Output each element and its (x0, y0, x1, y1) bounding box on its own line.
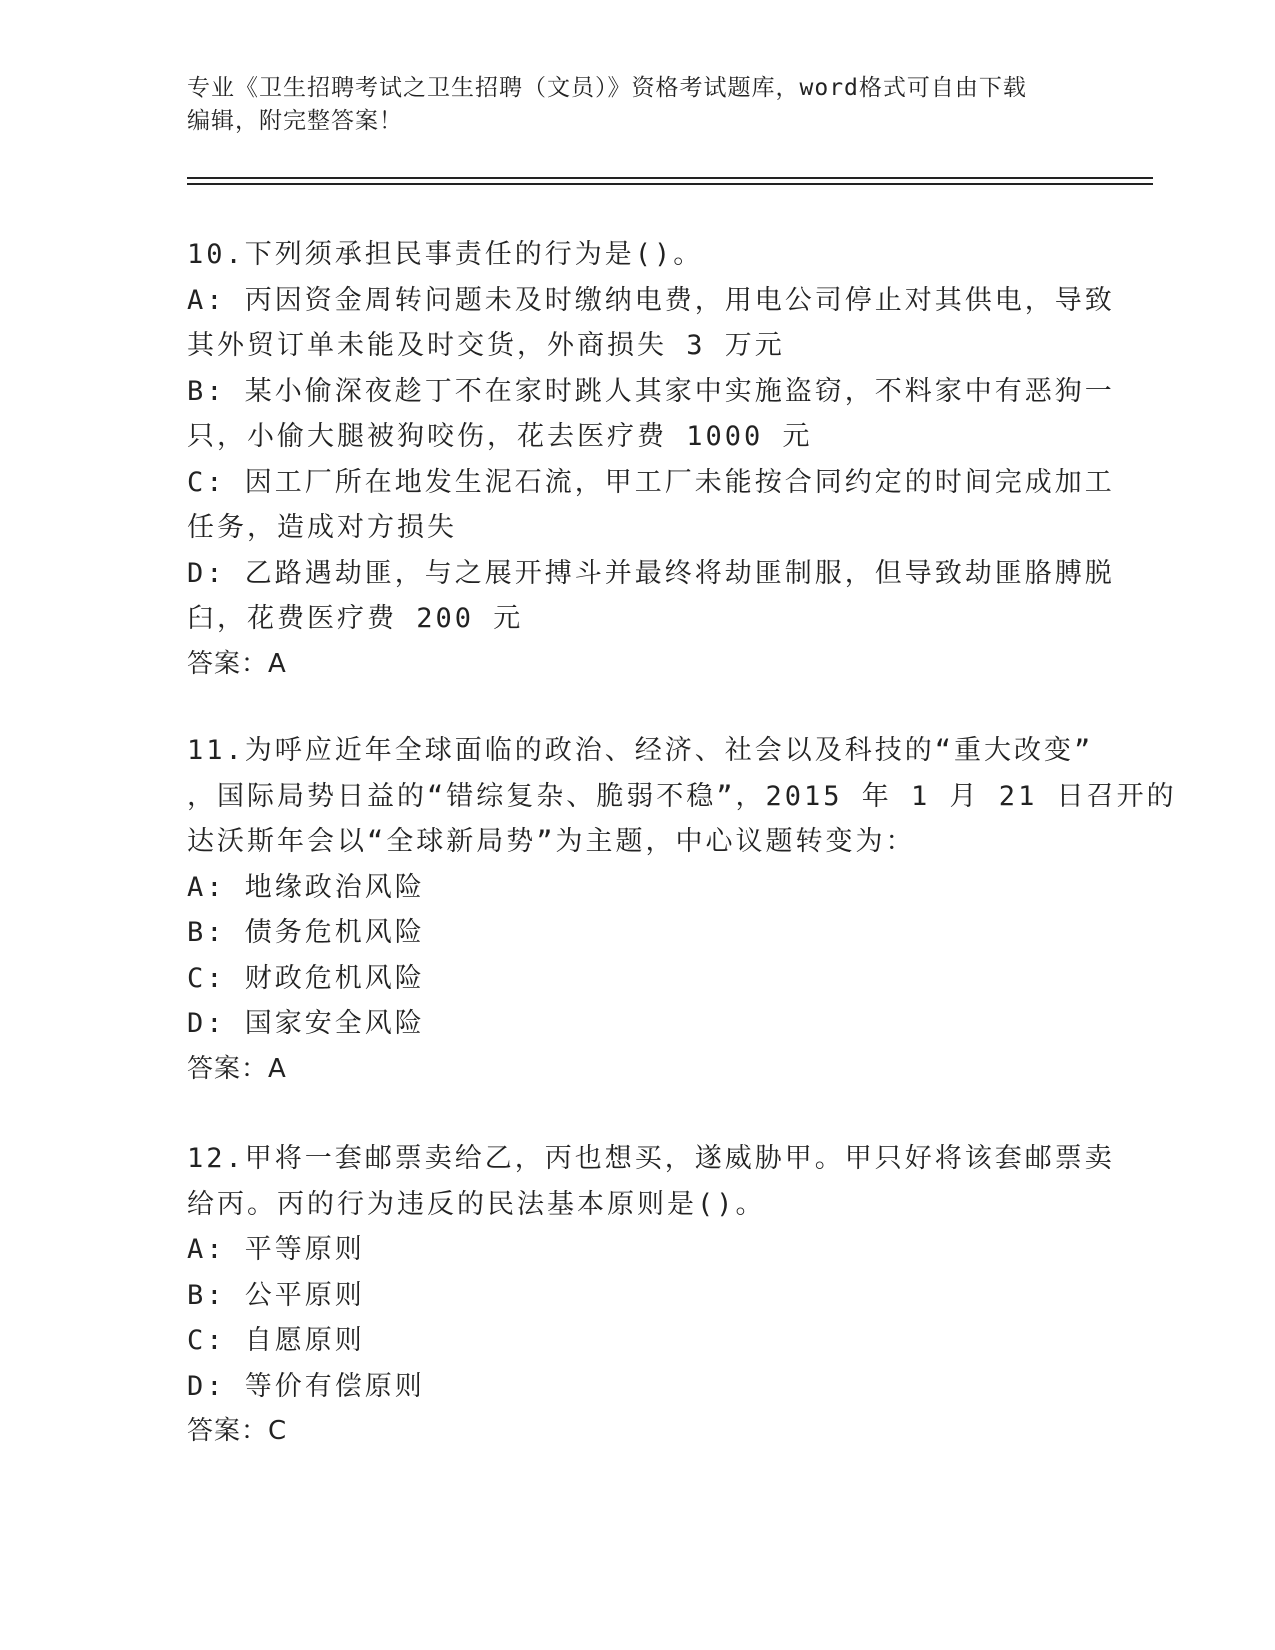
option-c: C: 因工厂所在地发生泥石流，甲工厂未能按合同约定的时间完成加工 (187, 466, 1115, 498)
option-a: A: 丙因资金周转问题未及时缴纳电费，用电公司停止对其供电，导致 (187, 284, 1115, 316)
option-a: A: 地缘政治风险 (187, 871, 425, 903)
question-12 (187, 1136, 1115, 1455)
header-divider-bottom (187, 183, 1153, 185)
answer-line: 答案：A (187, 1053, 287, 1084)
question-stem-continued: 达沃斯年会以“全球新局势”为主题，中心议题转变为： (187, 826, 916, 857)
question-stem: 11.为呼应近年全球面临的政治、经济、社会以及科技的“重大改变” (187, 735, 1094, 766)
option-b: B: 某小偷深夜趁丁不在家时跳人其家中实施盗窃，不料家中有恶狗一 (187, 375, 1115, 407)
option-d: D: 乙路遇劫匪，与之展开搏斗并最终将劫匪制服，但导致劫匪胳膊脱 (187, 557, 1115, 589)
option-c: C: 财政危机风险 (187, 962, 425, 994)
question-stem-continued: 给丙。丙的行为违反的民法基本原则是()。 (187, 1188, 766, 1220)
header-line-2: 编辑，附完整答案！ (187, 108, 403, 134)
option-d: D: 等价有偿原则 (187, 1370, 425, 1402)
answer-line: 答案：C (187, 1416, 288, 1446)
option-a-continued: 其外贸订单未能及时交货，外商损失 3 万元 (187, 330, 785, 361)
question-stem-continued: ，国际局势日益的“错综复杂、脆弱不稳”，2015 年 1 月 21 日召开的 (187, 780, 1177, 812)
option-d-continued: 臼，花费医疗费 200 元 (187, 603, 524, 634)
option-b-continued: 只，小偷大腿被狗咬伤，花去医疗费 1000 元 (187, 421, 813, 452)
option-d: D: 国家安全风险 (187, 1008, 425, 1039)
question-11 (187, 728, 1177, 1092)
option-c-continued: 任务，造成对方损失 (187, 512, 457, 543)
option-b: B: 公平原则 (187, 1279, 365, 1311)
document-header (187, 72, 1067, 138)
option-a: A: 平等原则 (187, 1234, 365, 1265)
header-divider-top (187, 177, 1153, 179)
option-c: C: 自愿原则 (187, 1325, 365, 1356)
option-b: B: 债务危机风险 (187, 917, 425, 948)
header-line-1: 专业《卫生招聘考试之卫生招聘（文员）》资格考试题库，word格式可自由下载 (187, 75, 1027, 101)
question-stem: 10.下列须承担民事责任的行为是()。 (187, 239, 704, 270)
answer-line: 答案：A (187, 648, 287, 679)
question-stem: 12.甲将一套邮票卖给乙，丙也想买，遂威胁甲。甲只好将该套邮票卖 (187, 1143, 1115, 1174)
question-10 (187, 232, 1115, 687)
